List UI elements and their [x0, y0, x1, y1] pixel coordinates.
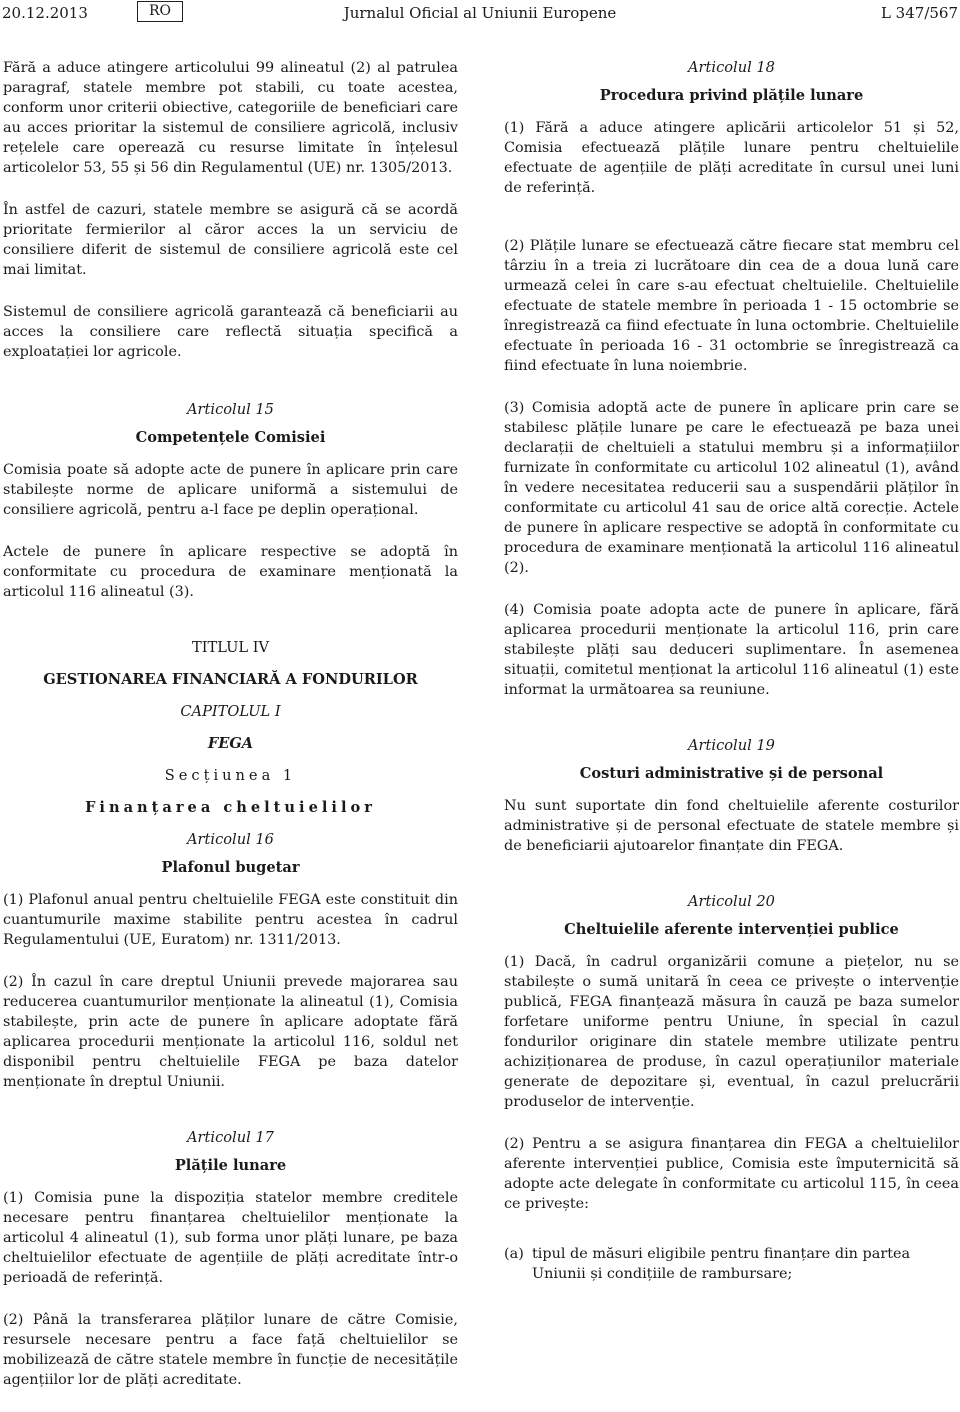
language-badge: RO	[137, 1, 183, 22]
paragraph: Comisia poate să adopte acte de punere în aplicare prin care stabilește norme de aplicare uniformă a sistemului de consiliere agricolă, pentru a-l face pe deplin operațional.	[3, 462, 458, 518]
article-19-number: Articolul 19	[688, 737, 775, 754]
paragraph: (2) Plățile lunare se efectuează către fiecare stat membru cel târziu în a treia zi lucrătoare din cea de a doua lună care urmează celei în care s-au efectuat cheltuielile. Cheltuielile efectuate de statele membre în perioada 1 - 15 octombrie se înregistrează ca fiind efectuate în luna octombrie. Cheltuielile efectuate în perioada 16 - 31 octombrie se înregistrează ca fiind efectuate în luna noiembrie.	[504, 238, 959, 374]
article-18-number: Articolul 18	[688, 59, 775, 76]
publication-date: 20.12.2013	[2, 4, 88, 22]
article-16-title: Plafonul bugetar	[161, 859, 300, 876]
paragraph: (1) Fără a aduce atingere aplicării articolelor 51 și 52, Comisia efectuează plățile lunare pentru cheltuielile efectuate de agențiile de plăți acreditate în cursul unei luni de referință.	[504, 120, 959, 196]
paragraph: (3) Comisia adoptă acte de punere în aplicare prin care se stabilesc plățile lunare pe care le efectuează pe baza unei declarații de cheltuieli a statului membru și a informațiilor furnizate în conformitate cu articolul 102 alineatul (1), având în vedere necesitatea reducerii sau a suspendării plăților în conformitate cu articolul 41 sau de orice altă corecție. Actele de punere în aplicare respective se adoptă în conformitate cu procedura de examinare menționată la articolul 116 alineatul (2).	[504, 400, 959, 576]
page-reference: L 347/567	[880, 4, 958, 22]
list-marker: (a)	[504, 1246, 524, 1262]
right-column	[504, 58, 959, 1306]
paragraph: (2) Pentru a se asigura finanțarea din FEGA a cheltuielilor aferente intervenției publice, Comisia este împuternicită să adopte acte delegate în conformitate cu articolul 115, în ceea ce privește:	[504, 1136, 959, 1212]
article-17-number: Articolul 17	[187, 1129, 274, 1146]
article-15-title: Competențele Comisiei	[135, 429, 326, 446]
article-19-title: Costuri administrative și de personal	[579, 765, 884, 782]
paragraph: (4) Comisia poate adopta acte de punere în aplicare, fără aplicarea procedurii menționate la articolul 116, prin care stabilește plăți sau deduceri suplimentare. În asemenea situații, comitetul menționat la articolul 116 alineatul (1) este informat la următoarea sa reuniune.	[504, 602, 959, 698]
section-heading: Secțiunea 1	[164, 767, 297, 784]
section-name: Finanțarea cheltuielilor	[85, 799, 376, 816]
page-header	[0, 0, 960, 30]
article-18-title: Procedura privind plățile lunare	[599, 87, 864, 104]
article-15-number: Articolul 15	[187, 401, 274, 418]
chapter-name: FEGA	[207, 735, 254, 752]
paragraph: Actele de punere în aplicare respective se adoptă în conformitate cu procedura de examinare menționată la articolul 116 alineatul (3).	[3, 544, 458, 600]
article-16-number: Articolul 16	[187, 831, 274, 848]
paragraph: Nu sunt suportate din fond cheltuielile aferente costurilor administrative și de personal efectuate de statele membre și de beneficiarii ajutoarelor finanțate din FEGA.	[504, 798, 959, 854]
left-column	[3, 58, 458, 1412]
paragraph: (1) Plafonul anual pentru cheltuielile FEGA este constituit din cuantumurile maxime stabilite pentru acestea în cadrul Regulamentului (UE, Euratom) nr. 1311/2013.	[3, 892, 458, 948]
journal-title: Jurnalul Oficial al Uniunii Europene	[343, 4, 617, 22]
paragraph: (1) Comisia pune la dispoziția statelor membre creditele necesare pentru finanțarea cheltuielilor menționate la articolul 4 alineatul (1), sub forma unor plăți lunare, pe baza cheltuielilor efectuate de agențiile de plăți acreditate într-o perioadă de referință.	[3, 1190, 458, 1286]
article-20-title: Cheltuielile aferente intervenției publice	[564, 921, 899, 938]
paragraph: Fără a aduce atingere articolului 99 alineatul (2) al patrulea paragraf, statele membre pot stabili, cu toate acestea, conform unor criterii obiective, categoriile de beneficiari care au acces prioritar la sistemul de consiliere agricolă, inclusiv rețelele care operează cu resurse limitate în înțelesul articolelor 53, 55 și 56 din Regulamentul (UE) nr. 1305/2013.	[3, 60, 458, 176]
list-item	[504, 1244, 959, 1284]
title-iv-heading: TITLUL IV	[191, 639, 270, 656]
title-iv-name: GESTIONAREA FINANCIARĂ A FONDURILOR	[43, 671, 418, 688]
article-20-number: Articolul 20	[688, 893, 775, 910]
article-17-title: Plățile lunare	[174, 1157, 287, 1174]
paragraph: În astfel de cazuri, statele membre se asigură că se acordă prioritate fermierilor al căror acces la un serviciu de consiliere diferit de sistemul de consiliere agricolă este cel mai limitat.	[3, 202, 458, 278]
paragraph: (2) Până la transferarea plăților lunare de către Comisie, resursele necesare pentru a face față cheltuielilor se mobilizează de către statele membre în funcție de necesitățile agențiilor lor de plăți acreditate.	[3, 1312, 458, 1388]
paragraph: (2) În cazul în care dreptul Uniunii prevede majorarea sau reducerea cuantumurilor menționate la alineatul (1), Comisia stabilește, prin acte de punere în aplicare adoptate fără aplicarea procedurii menționate la articolul 116, soldul net disponibil pentru cheltuielile FEGA pe baza datelor menționate în dreptul Uniunii.	[3, 974, 458, 1090]
chapter-heading: CAPITOLUL I	[180, 703, 281, 720]
list-item-text: tipul de măsuri eligibile pentru finanțare din partea Uniunii și condițiile de rambursare;	[532, 1246, 911, 1282]
paragraph: (1) Dacă, în cadrul organizării comune a piețelor, nu se stabilește o sumă unitară în ceea ce privește o intervenție publică, FEGA finanțează măsura în cauză pe baza sumelor forfetare uniforme pentru Uniune, în special în cazul fondurilor originare din statele membre utilizate pentru achiziționarea de produse, în cazul operațiunilor materiale generate de depozitare și, eventual, în cazul prelucrării produselor de intervenție.	[504, 954, 959, 1110]
paragraph: Sistemul de consiliere agricolă garantează că beneficiarii au acces la consiliere care reflectă situația specifică a exploatației lor agricole.	[3, 304, 458, 360]
